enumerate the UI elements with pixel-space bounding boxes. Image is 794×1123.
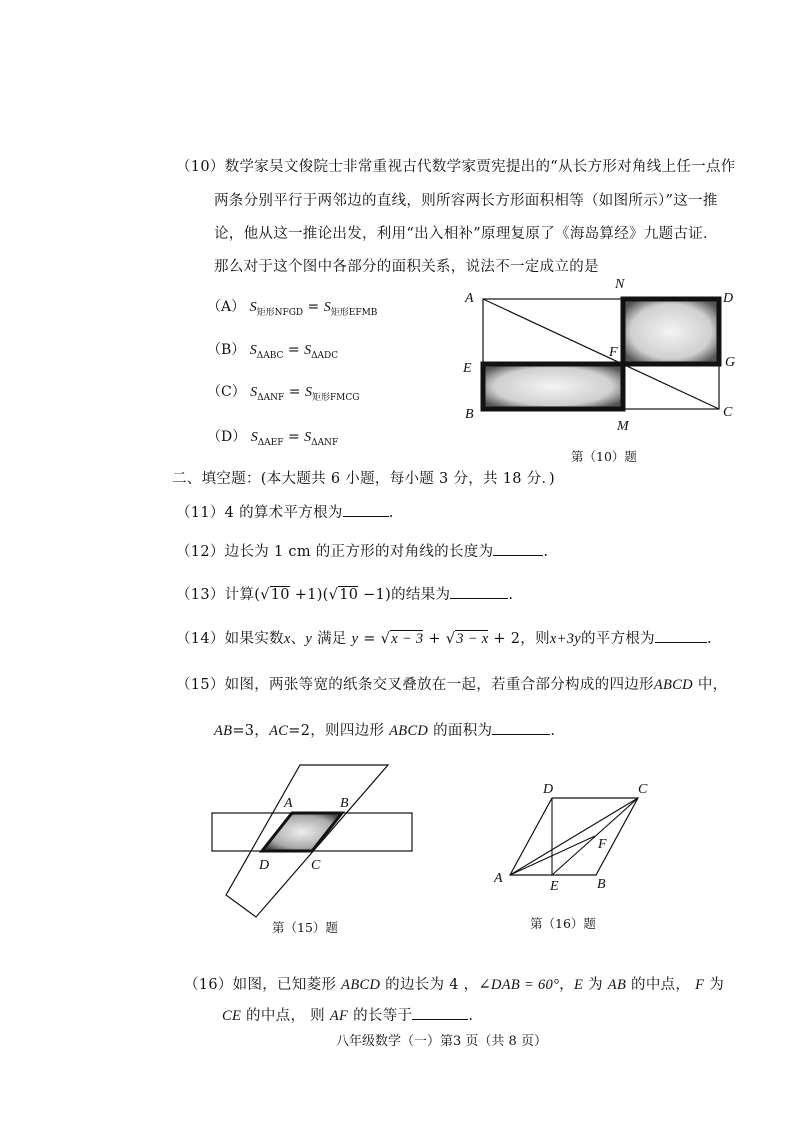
q15-text: （15）如图，两张等宽的纸条交叉叠放在一起，若重合部分构成的四边形 bbox=[176, 677, 654, 693]
option-lhs: S bbox=[250, 430, 258, 445]
option-label: （D） bbox=[207, 429, 247, 445]
label-b: B bbox=[597, 877, 606, 892]
label-f: F bbox=[598, 837, 607, 852]
q16-af: AF bbox=[329, 1008, 349, 1024]
q10-figure bbox=[455, 272, 755, 442]
option-rhs-sub: 矩形EFMB bbox=[330, 307, 378, 318]
q15-end: . bbox=[550, 723, 556, 739]
option-label: （A） bbox=[207, 299, 246, 315]
label-c: C bbox=[638, 782, 648, 797]
q14-pre: （14）如果实数 bbox=[176, 631, 284, 647]
q13-pre: （13）计算 bbox=[176, 587, 255, 603]
q16-length-text: 的长等于 bbox=[348, 1008, 413, 1024]
q14-var-y: y bbox=[305, 631, 313, 647]
q10-number: （10） bbox=[176, 159, 225, 175]
label-d: D bbox=[723, 291, 734, 306]
q15-ab-val: =3， bbox=[232, 723, 270, 739]
q13-expr: +1)( bbox=[289, 587, 329, 603]
q10-line2: 两条分别平行于两邻边的直线，则所容两长方形面积相等（如图所示）”这一推 bbox=[214, 193, 718, 209]
option-eq: = bbox=[284, 384, 305, 400]
q16-line1 bbox=[184, 973, 724, 994]
label-d: D bbox=[259, 858, 270, 873]
page-footer: 八年级数学（一）第3 页（共 8 页） bbox=[336, 1034, 547, 1049]
option-lhs: S bbox=[249, 300, 257, 315]
q10-option-a bbox=[207, 296, 377, 318]
label-n: N bbox=[615, 277, 625, 292]
q15-line2 bbox=[214, 719, 555, 740]
label-e: E bbox=[463, 361, 472, 376]
q15-answer-blank[interactable] bbox=[492, 720, 550, 735]
label-a: A bbox=[465, 291, 474, 306]
q16-line2 bbox=[222, 1004, 473, 1025]
label-a: A bbox=[284, 796, 293, 811]
q12 bbox=[176, 540, 548, 561]
q16-pre: （16）如图，已知菱形 bbox=[184, 977, 342, 993]
q10-option-c bbox=[207, 381, 359, 403]
q12-answer-blank[interactable] bbox=[493, 541, 543, 556]
q10-line3: 论，他从这一推论出发，利用“出入相补”原理复原了《海岛算经》九题古证． bbox=[214, 226, 718, 242]
q11-answer-blank[interactable] bbox=[343, 502, 389, 517]
q15-figure bbox=[200, 760, 430, 920]
q13: （13）计算(√10 +1)(√10 −1)的结果为 . bbox=[176, 583, 513, 604]
q13-post: 的结果为 bbox=[391, 587, 451, 603]
label-f: F bbox=[609, 345, 618, 360]
label-d: D bbox=[543, 782, 554, 797]
option-rhs: S bbox=[304, 385, 312, 400]
option-rhs-sub: ΔADC bbox=[311, 350, 339, 361]
section-title: 二、填空题：(本大题共 6 小题，每小题 3 分，共 18 分．) bbox=[172, 471, 556, 487]
q10-option-b bbox=[207, 339, 338, 361]
option-eq: = bbox=[283, 429, 305, 445]
q16-wei-2: 为 bbox=[704, 977, 725, 993]
option-rhs: S bbox=[304, 343, 312, 358]
q13-answer-blank[interactable] bbox=[450, 584, 508, 599]
q13-expr: −1) bbox=[358, 587, 392, 603]
q13-expr: ( bbox=[254, 587, 261, 603]
option-label: （B） bbox=[207, 342, 246, 358]
label-b: B bbox=[465, 407, 474, 422]
q14-mid: 满足 bbox=[312, 631, 352, 647]
option-lhs-sub: ΔANF bbox=[257, 392, 285, 403]
q14-var-x: x bbox=[283, 631, 291, 647]
diagonal-ac bbox=[510, 798, 638, 875]
q14-eq: = bbox=[358, 631, 381, 647]
q15-line1 bbox=[176, 673, 727, 694]
option-rhs-sub: ΔANF bbox=[311, 437, 339, 448]
q14-radicand-2: 3 − x bbox=[456, 631, 489, 647]
q16-angle: ∠DAB = 60° bbox=[478, 977, 560, 993]
q15-ac-val: =2，则四边形 bbox=[288, 723, 390, 739]
q14-post2: 的平方根为 bbox=[580, 631, 655, 647]
option-lhs: S bbox=[249, 343, 257, 358]
q16-ab: AB bbox=[607, 977, 627, 993]
q15-ab: AB bbox=[214, 723, 233, 739]
label-b: B bbox=[340, 796, 349, 811]
option-eq: = bbox=[303, 299, 324, 315]
option-lhs-sub: ΔABC bbox=[256, 350, 284, 361]
q16-abcd: ABCD bbox=[341, 977, 381, 993]
q10-line4: 那么对于这个图中各部分的面积关系，说法不一定成立的是 bbox=[214, 259, 599, 275]
q16-midpoint: 的中点， bbox=[626, 977, 696, 993]
q14-plus: + bbox=[423, 631, 446, 647]
q10-caption: 第（10）题 bbox=[571, 449, 637, 464]
label-e: E bbox=[550, 879, 559, 893]
label-c: C bbox=[723, 405, 733, 420]
q14: （14）如果实数x、y 满足 y = √x − 3 + √3 − x + 2，则x+3y的平方根为 . bbox=[176, 627, 712, 648]
q11-text: （11）4 的算术平方根为 bbox=[176, 505, 343, 521]
q15-abcd: ABCD bbox=[653, 677, 693, 693]
q10-option-d bbox=[207, 426, 338, 448]
q13-radicand-1: 10 bbox=[270, 587, 290, 603]
q11 bbox=[176, 501, 394, 522]
q16-midpoint-2: 的中点， 则 bbox=[241, 1008, 330, 1024]
q16-answer-blank[interactable] bbox=[412, 1005, 468, 1020]
q11-end: . bbox=[388, 505, 394, 521]
option-rhs-sub: 矩形FMCG bbox=[311, 392, 360, 403]
q16-side: 的边长为 4 ， bbox=[380, 977, 479, 993]
q16-caption: 第（16）题 bbox=[530, 916, 596, 931]
label-a: A bbox=[494, 871, 503, 886]
q16-ce: CE bbox=[222, 1008, 242, 1024]
q14-xy: x+3y bbox=[549, 631, 581, 647]
option-rhs: S bbox=[304, 430, 312, 445]
q14-radicand-1: x − 3 bbox=[391, 631, 424, 647]
option-eq: = bbox=[283, 342, 305, 358]
option-lhs-sub: 矩形NFGD bbox=[256, 307, 304, 318]
q16-figure bbox=[488, 778, 668, 893]
q16-end: . bbox=[468, 1008, 474, 1024]
label-m: M bbox=[617, 419, 629, 434]
q12-end: . bbox=[543, 544, 549, 560]
q15-area-text: 的面积为 bbox=[428, 723, 493, 739]
q12-text: （12）边长为 1 cm 的正方形的对角线的长度为 bbox=[176, 544, 494, 560]
q14-tail: + 2 bbox=[488, 631, 521, 647]
label-g: G bbox=[725, 355, 736, 370]
q13-end: . bbox=[508, 587, 514, 603]
q14-sep: 、 bbox=[290, 631, 306, 647]
option-label: （C） bbox=[207, 384, 246, 400]
rectangle-nfgd bbox=[623, 299, 719, 364]
option-lhs-sub: ΔAEF bbox=[257, 437, 284, 448]
q16-sep: ， bbox=[559, 977, 574, 993]
q15-zhong: 中， bbox=[692, 677, 728, 693]
q16-wei: 为 bbox=[583, 977, 608, 993]
q10-text-1: 数学家吴文俊院士非常重视古代数学家贾宪提出的“从长方形对角线上任一点作 bbox=[224, 159, 736, 175]
label-c: C bbox=[311, 858, 321, 873]
q14-eq-y: y bbox=[351, 631, 359, 647]
q15-ac: AC bbox=[269, 723, 289, 739]
option-lhs: S bbox=[250, 385, 258, 400]
q16-f: F bbox=[695, 977, 705, 993]
q13-radicand-2: 10 bbox=[339, 587, 359, 603]
rectangle-efmb bbox=[483, 364, 623, 409]
q10-line1 bbox=[176, 155, 736, 176]
q15-caption: 第（15）题 bbox=[272, 920, 338, 935]
q15-abcd-2: ABCD bbox=[389, 723, 429, 739]
option-rhs: S bbox=[323, 300, 331, 315]
q16-e: E bbox=[573, 977, 584, 993]
q14-answer-blank[interactable] bbox=[655, 628, 707, 643]
q14-end: . bbox=[706, 631, 712, 647]
q14-post1: ，则 bbox=[520, 631, 550, 647]
